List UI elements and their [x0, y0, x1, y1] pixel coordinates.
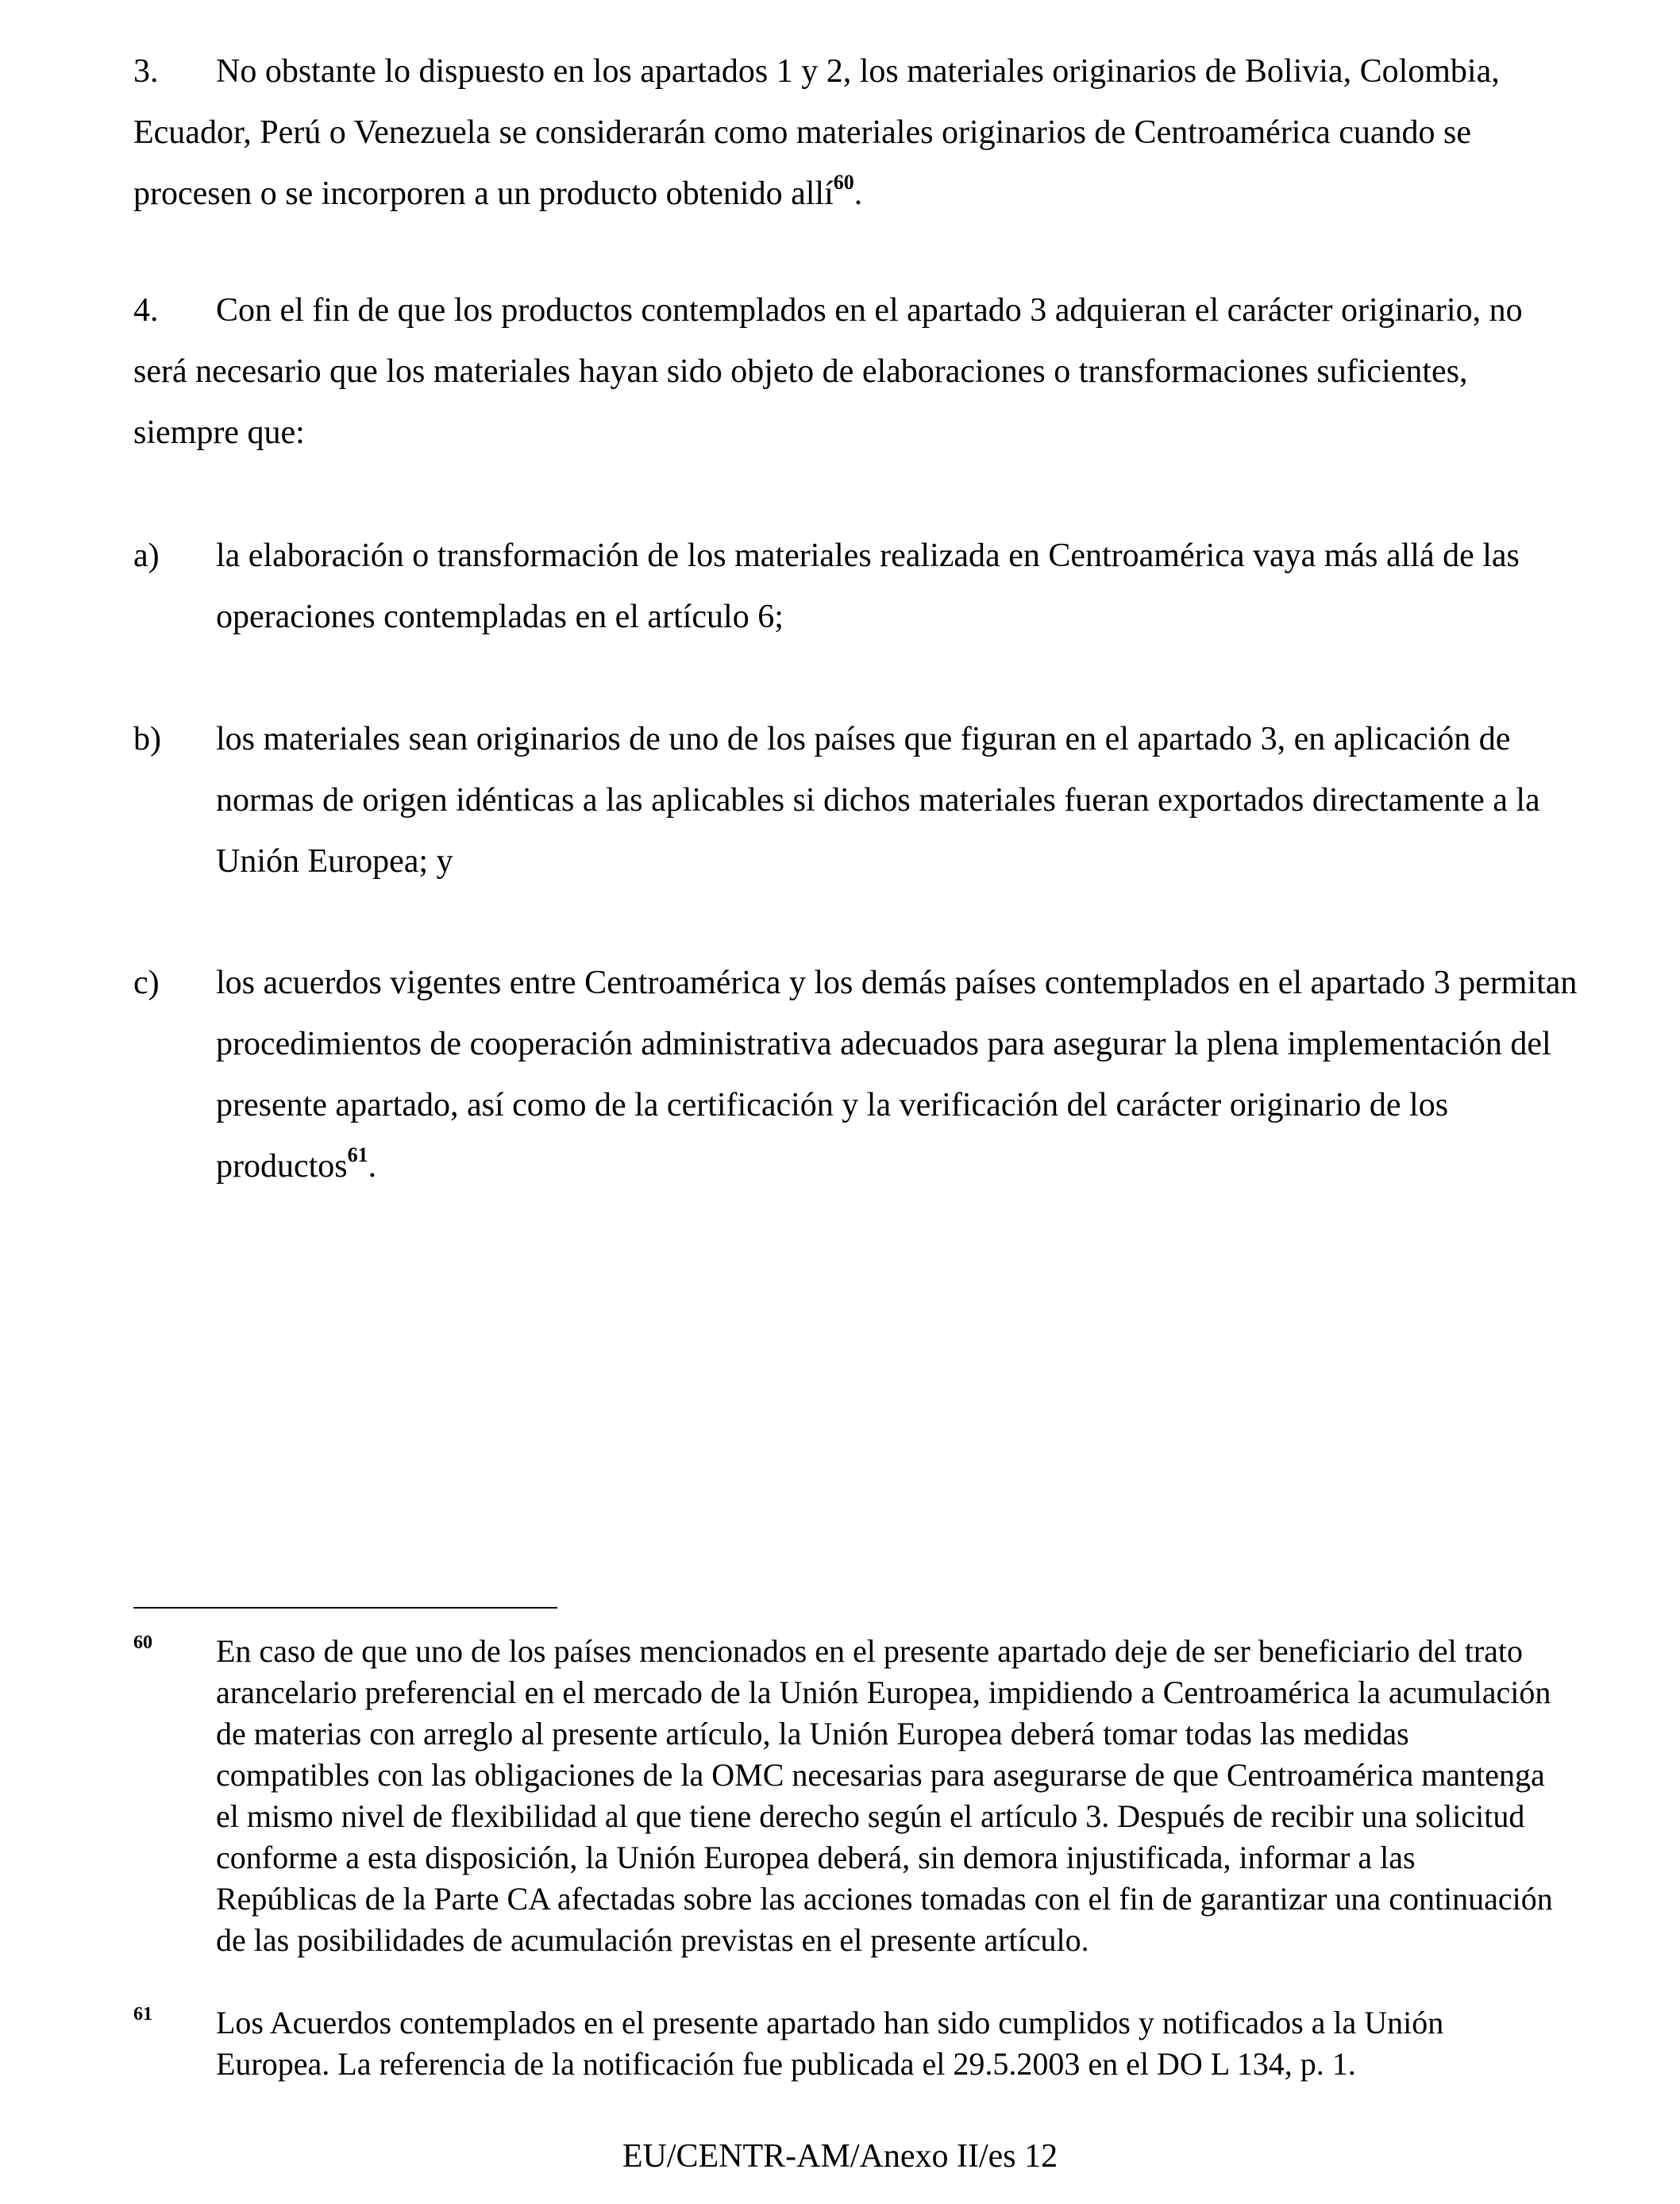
list-item-label: c): [133, 965, 160, 1001]
footnote-number: 61: [133, 2004, 152, 2025]
footnote-reference-61[interactable]: 61: [347, 1143, 368, 1166]
paragraph-4: [133, 280, 1562, 464]
paragraph-number: 4.: [133, 292, 159, 329]
list-item-b: [133, 709, 1578, 892]
list-item-text: [216, 953, 1578, 1197]
list-item-c: [133, 953, 1578, 1197]
list-item-text: la elaboración o transformación de los materiales realizada en Centroamérica vaya más allá de las operaciones contempladas en el artículo 6;: [216, 538, 1520, 635]
paragraph-end-punctuation: .: [853, 175, 863, 212]
footnote-reference-60[interactable]: 60: [833, 171, 854, 194]
list-item-label: a): [133, 538, 160, 574]
footnote-text: Los Acuerdos contemplados en el presente apartado han sido cumplidos y notificados a la Unión Europea. La referencia de la notificación fue publicada el 29.5.2003 en el DO L 134, p. 1.: [216, 2005, 1444, 2082]
list-item-body: los acuerdos vigentes entre Centroamérica y los demás países contemplados en el apartado 3 permitan procedimientos de cooperación administrativa adecuados para asegurar la plena implementación del presente apartado, así como de la certificación y la verificación del carácter originario de los productos: [216, 965, 1578, 1185]
paragraph-3: [133, 41, 1562, 225]
footnote-60: [133, 1631, 1562, 1961]
list-item-label: b): [133, 721, 161, 757]
footnote-text: En caso de que uno de los países mencionados en el presente apartado deje de ser beneficiario del trato arancelario preferencial en el mercado de la Unión Europea, impidiendo a Centroamérica la acumulación de materias con arreglo al presente artículo, la Unión Europea deberá tomar todas las medidas compatibles con las obligaciones de la OMC necesarias para asegurarse de que Centroamérica mantenga el mismo nivel de flexibilidad al que tiene derecho según el artículo 3. Después de recibir una solicitud conforme a esta disposición, la Unión Europea deberá, sin demora injustificada, informar a las Repúblicas de la Parte CA afectadas sobre las acciones tomadas con el fin de garantizar una continuación de las posibilidades de acumulación previstas en el presente artículo.: [216, 1633, 1553, 1958]
list-item-a: [133, 526, 1578, 648]
footnote-61: [133, 2002, 1562, 2085]
footnote-separator: [133, 1607, 557, 1609]
paragraph-text: No obstante lo dispuesto en los apartados 1 y 2, los materiales originarios de Bolivia, Colombia, Ecuador, Perú o Venezuela se considerarán como materiales originarios de Centroamérica cuando se procesen o se incorporen a un producto obtenido allí: [133, 53, 1500, 212]
paragraph-text: Con el fin de que los productos contemplados en el apartado 3 adquieran el carácter originario, no será necesario que los materiales hayan sido objeto de elaboraciones o transformaciones suficientes, siempre que:: [133, 292, 1523, 451]
page-footer: EU/CENTR-AM/Anexo II/es 12: [622, 2138, 1058, 2175]
list-item-end-punctuation: .: [368, 1148, 377, 1185]
list-item-text: los materiales sean originarios de uno de los países que figuran en el apartado 3, en aplicación de normas de origen idénticas a las aplicables si dichos materiales fueran exportados directamente a la Unión Europea; y: [216, 721, 1540, 880]
footnote-number: 60: [133, 1632, 152, 1653]
paragraph-number: 3.: [133, 53, 159, 90]
